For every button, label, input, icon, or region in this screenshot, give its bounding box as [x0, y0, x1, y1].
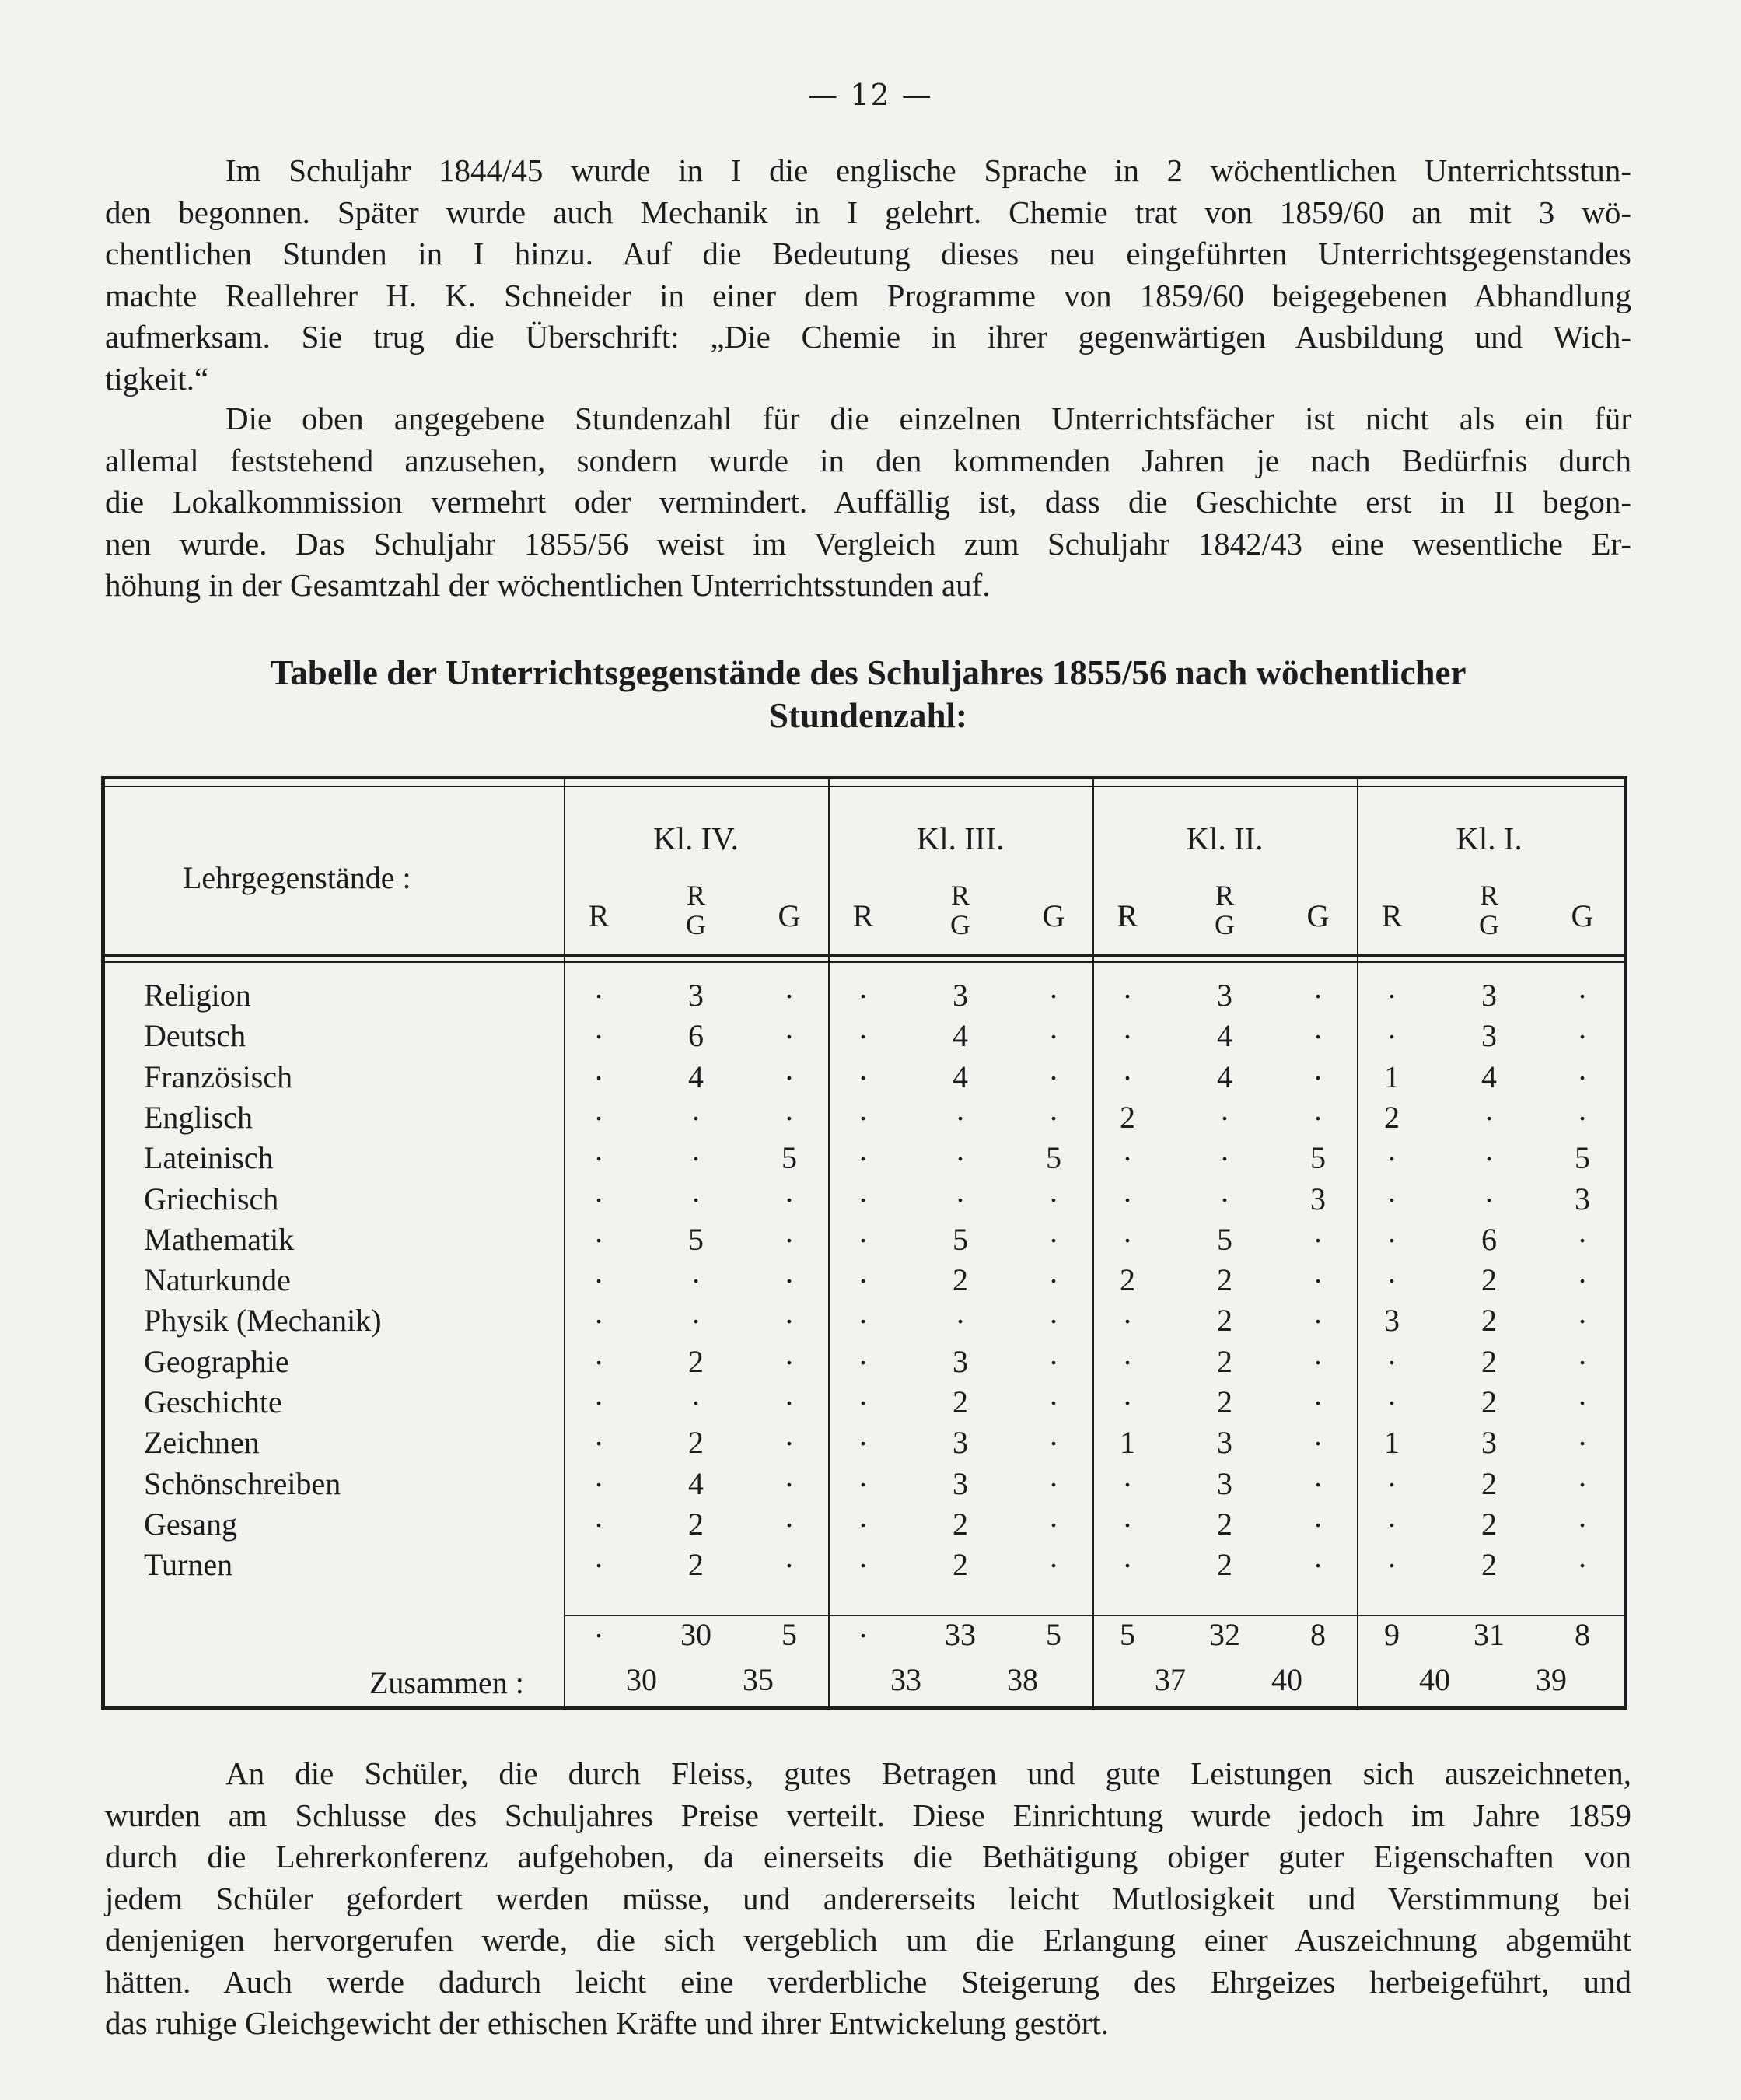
- table-cell: 1: [1384, 1425, 1400, 1461]
- table-cell: .: [1388, 970, 1396, 1005]
- table-cell: .: [1388, 1213, 1396, 1249]
- column-divider: [1092, 779, 1094, 1706]
- table-cell: 5: [688, 1221, 704, 1257]
- sum-cell: 32: [1209, 1617, 1240, 1652]
- sum-cell: .: [859, 1609, 867, 1644]
- table-cell: .: [785, 1417, 793, 1453]
- paragraph-line: das ruhige Gleichgewicht der ethischen Kräfte und ihrer Entwickelung gestört.: [105, 2005, 1110, 2041]
- sum-cell: 5: [781, 1617, 797, 1652]
- sub-header-r: R: [1117, 898, 1138, 933]
- sub-header-rg: [1466, 880, 1512, 940]
- paragraph-2: [105, 398, 1631, 607]
- table-cell: .: [1314, 1498, 1322, 1534]
- table-cell: .: [859, 1091, 867, 1127]
- table-cell: .: [1050, 1091, 1058, 1127]
- table-cell: .: [1388, 1498, 1396, 1534]
- table-cell: .: [1221, 1132, 1229, 1168]
- table-cell: 2: [953, 1506, 968, 1542]
- table-cell: .: [785, 970, 793, 1005]
- table-cell: 2: [1120, 1262, 1135, 1298]
- table-cell: .: [785, 1335, 793, 1371]
- paragraph-line: allemal feststehend anzusehen, sondern wurde in den kommenden Jahren je nach Bedürfnis durch: [105, 442, 1631, 478]
- table-cell: 2: [688, 1343, 704, 1379]
- table-cell: .: [1485, 1132, 1493, 1168]
- table-cell: .: [1388, 1377, 1396, 1412]
- table-cell: .: [1485, 1173, 1493, 1209]
- subject-label: Lateinisch: [144, 1140, 274, 1176]
- table-cell: .: [785, 1173, 793, 1209]
- table-title-line-2: Stundenzahl:: [768, 696, 968, 735]
- sum-cell: 33: [945, 1617, 976, 1652]
- table-cell: .: [595, 1051, 603, 1087]
- table-title-line-1: Tabelle der Unterrichtsgegenstände des Schuljahres 1855/56 nach wöchentlicher: [270, 653, 1467, 692]
- table-cell: .: [1578, 1091, 1586, 1127]
- sub-header-rg: [673, 880, 719, 940]
- table-cell: .: [1124, 1335, 1131, 1371]
- table-cell: .: [1314, 1335, 1322, 1371]
- table-cell: .: [859, 1010, 867, 1046]
- sub-header-rg-top: R: [1479, 880, 1498, 911]
- table-cell: 2: [688, 1425, 704, 1461]
- sub-header-rg: [1201, 880, 1248, 940]
- table-cell: .: [595, 1539, 603, 1575]
- table-cell: .: [1050, 1255, 1058, 1290]
- table-cell: .: [692, 1295, 700, 1331]
- table-cell: .: [785, 1539, 793, 1575]
- table-cell: .: [1124, 1377, 1131, 1412]
- table-cell: .: [595, 1458, 603, 1493]
- sum-cell: 5: [1120, 1617, 1135, 1652]
- table-cell: 2: [1217, 1547, 1232, 1583]
- table-cell: .: [1388, 1255, 1396, 1290]
- table-cell: .: [1388, 1539, 1396, 1575]
- table-cell: .: [785, 1498, 793, 1534]
- table-cell: 2: [1217, 1262, 1232, 1298]
- sub-header-g: G: [778, 898, 801, 933]
- table-cell: .: [595, 1091, 603, 1127]
- table-cell: .: [1314, 1417, 1322, 1453]
- table-cell: 2: [1217, 1343, 1232, 1379]
- table-cell: .: [1124, 1498, 1131, 1534]
- table-cell: 4: [688, 1059, 704, 1094]
- table-cell: 2: [1481, 1262, 1497, 1298]
- table-cell: 4: [953, 1059, 968, 1094]
- paragraph-line: Im Schuljahr 1844/45 wurde in I die englische Sprache in 2 wöchentlichen Unterrichtsstun-: [225, 152, 1631, 188]
- paragraph-line: wurden am Schlusse des Schuljahres Preise verteilt. Diese Einrichtung wurde jedoch im Jahre 1859: [105, 1797, 1631, 1833]
- table-cell: .: [1124, 970, 1131, 1005]
- table-cell: .: [1578, 1539, 1586, 1575]
- table-cell: .: [1485, 1091, 1493, 1127]
- table-cell: 5: [1310, 1140, 1326, 1176]
- table-cell: .: [1314, 1295, 1322, 1331]
- sub-header-rg-bottom: G: [950, 909, 970, 940]
- table-cell: .: [595, 1417, 603, 1453]
- table-cell: 3: [1481, 1425, 1497, 1461]
- schedule-table: [101, 776, 1627, 1710]
- subject-label: Mathematik: [144, 1221, 295, 1257]
- paragraph-line: machte Reallehrer H. K. Schneider in einer dem Programme von 1859/60 beigegebenen Abhandlung: [105, 277, 1631, 313]
- table-cell: .: [1578, 1417, 1586, 1453]
- total-cell: 40: [1271, 1662, 1302, 1697]
- table-cell: .: [1050, 970, 1058, 1005]
- table-cell: .: [1221, 1091, 1229, 1127]
- subject-column-header: Lehrgegenstände :: [183, 860, 411, 895]
- table-cell: .: [1578, 970, 1586, 1005]
- table-cell: .: [595, 1377, 603, 1412]
- class-header: Kl. IV.: [653, 821, 739, 856]
- table-cell: .: [692, 1132, 700, 1168]
- sum-cell: 8: [1310, 1617, 1326, 1652]
- table-title: [105, 652, 1631, 737]
- table-cell: .: [1578, 1377, 1586, 1412]
- table-cell: .: [1578, 1295, 1586, 1331]
- table-cell: .: [692, 1173, 700, 1209]
- table-cell: .: [956, 1132, 964, 1168]
- table-cell: .: [785, 1010, 793, 1046]
- table-cell: 3: [953, 1465, 968, 1501]
- subject-label: Naturkunde: [144, 1262, 291, 1298]
- table-cell: .: [956, 1091, 964, 1127]
- subject-label: Geographie: [144, 1343, 289, 1379]
- header-rule-thin: [101, 961, 1627, 963]
- table-cell: 3: [953, 1343, 968, 1379]
- table-cell: .: [785, 1255, 793, 1290]
- table-top-rule: [101, 786, 1627, 787]
- table-cell: 2: [1481, 1506, 1497, 1542]
- table-cell: .: [1578, 1010, 1586, 1046]
- table-cell: .: [859, 1539, 867, 1575]
- sum-cell: 30: [680, 1617, 711, 1652]
- table-cell: .: [1050, 1213, 1058, 1249]
- table-cell: .: [1124, 1539, 1131, 1575]
- table-cell: 2: [1384, 1099, 1400, 1135]
- table-cell: 2: [1217, 1303, 1232, 1339]
- table-cell: 5: [1217, 1221, 1232, 1257]
- table-cell: 4: [953, 1018, 968, 1054]
- table-cell: 2: [1217, 1384, 1232, 1419]
- table-cell: .: [859, 1417, 867, 1453]
- page-number: — 12 —: [808, 78, 933, 112]
- total-cell: 40: [1419, 1662, 1450, 1697]
- paragraph-3: [105, 1753, 1631, 2045]
- table-cell: 3: [953, 978, 968, 1013]
- table-cell: 4: [1217, 1059, 1232, 1094]
- table-cell: .: [1314, 1010, 1322, 1046]
- table-cell: .: [1578, 1335, 1586, 1371]
- subject-label: Englisch: [144, 1099, 253, 1135]
- table-cell: .: [595, 970, 603, 1005]
- table-cell: .: [859, 1173, 867, 1209]
- table-cell: .: [1388, 1173, 1396, 1209]
- subject-label: Zeichnen: [144, 1425, 260, 1461]
- table-cell: 2: [688, 1547, 704, 1583]
- table-cell: 2: [688, 1506, 704, 1542]
- table-cell: .: [595, 1010, 603, 1046]
- sub-header-r: R: [852, 898, 874, 933]
- table-cell: 4: [688, 1465, 704, 1501]
- total-cell: 33: [890, 1662, 921, 1697]
- subject-label: Griechisch: [144, 1181, 279, 1216]
- sub-header-rg-bottom: G: [1215, 909, 1235, 940]
- table-cell: .: [1578, 1213, 1586, 1249]
- paragraph-line: nen wurde. Das Schuljahr 1855/56 weist im Vergleich zum Schuljahr 1842/43 eine wesentliche Er-: [105, 525, 1631, 562]
- table-cell: .: [1050, 1010, 1058, 1046]
- table-cell: 2: [1481, 1384, 1497, 1419]
- paragraph-1: [105, 150, 1631, 400]
- table-cell: 4: [1217, 1018, 1232, 1054]
- table-cell: .: [1050, 1051, 1058, 1087]
- paragraph-line: höhung in der Gesamtzahl der wöchentlichen Unterrichtsstunden auf.: [105, 567, 991, 603]
- sub-header-rg: [937, 880, 984, 940]
- table-cell: .: [595, 1213, 603, 1249]
- table-cell: 3: [1310, 1181, 1326, 1216]
- table-cell: .: [1124, 1458, 1131, 1493]
- table-cell: .: [692, 1255, 700, 1290]
- sub-header-g: G: [1571, 898, 1594, 933]
- table-cell: .: [692, 1377, 700, 1412]
- table-cell: 3: [1384, 1303, 1400, 1339]
- table-cell: 4: [1481, 1059, 1497, 1094]
- table-cell: .: [859, 1213, 867, 1249]
- class-header: Kl. II.: [1186, 821, 1264, 856]
- table-cell: 1: [1120, 1425, 1135, 1461]
- subject-label: Physik (Mechanik): [144, 1303, 382, 1339]
- table-cell: .: [595, 1132, 603, 1168]
- table-cell: .: [785, 1051, 793, 1087]
- table-cell: 2: [953, 1384, 968, 1419]
- table-cell: 1: [1384, 1059, 1400, 1094]
- sub-header-r: R: [1381, 898, 1403, 933]
- table-cell: 6: [688, 1018, 704, 1054]
- paragraph-line: An die Schüler, die durch Fleiss, gutes Betragen und gute Leistungen sich auszeichneten,: [225, 1755, 1631, 1791]
- total-cell: 37: [1155, 1662, 1186, 1697]
- table-cell: .: [1314, 1213, 1322, 1249]
- sub-header-rg-top: R: [686, 880, 705, 911]
- table-cell: 3: [1481, 1018, 1497, 1054]
- table-cell: .: [1050, 1295, 1058, 1331]
- column-divider: [1357, 779, 1358, 1706]
- table-cell: .: [1578, 1458, 1586, 1493]
- sum-cell: 8: [1575, 1617, 1590, 1652]
- table-cell: 3: [1217, 1465, 1232, 1501]
- table-cell: 5: [1575, 1140, 1590, 1176]
- sub-header-r: R: [588, 898, 610, 933]
- table-cell: .: [1388, 1010, 1396, 1046]
- table-cell: .: [785, 1213, 793, 1249]
- table-cell: .: [956, 1295, 964, 1331]
- table-cell: 2: [953, 1547, 968, 1583]
- table-cell: .: [859, 1377, 867, 1412]
- paragraph-line: den begonnen. Später wurde auch Mechanik in I gelehrt. Chemie trat von 1859/60 an mit 3 wö-: [105, 194, 1631, 230]
- paragraph-line: chentlichen Stunden in I hinzu. Auf die Bedeutung dieses neu eingeführten Unterrichtsgegenstandes: [105, 236, 1631, 271]
- paragraph-line: denjenigen hervorgerufen werde, die sich vergeblich um die Erlangung einer Auszeichnung abgemüht: [105, 1922, 1631, 1958]
- table-cell: .: [692, 1091, 700, 1127]
- column-divider: [828, 779, 830, 1706]
- header-rule: [101, 954, 1627, 957]
- table-cell: .: [859, 1255, 867, 1290]
- table-cell: .: [1050, 1539, 1058, 1575]
- table-cell: .: [1124, 1173, 1131, 1209]
- table-cell: .: [1314, 970, 1322, 1005]
- table-cell: .: [595, 1295, 603, 1331]
- table-cell: .: [859, 1458, 867, 1493]
- sum-cell: .: [595, 1609, 603, 1644]
- table-cell: .: [1314, 1051, 1322, 1087]
- table-cell: .: [1388, 1335, 1396, 1371]
- paragraph-line: die Lokalkommission vermehrt oder vermindert. Auffällig ist, dass die Geschichte erst in II begon-: [105, 484, 1631, 520]
- table-cell: 2: [1217, 1506, 1232, 1542]
- table-cell: .: [1578, 1255, 1586, 1290]
- total-cell: 38: [1007, 1662, 1038, 1697]
- table-cell: .: [1124, 1010, 1131, 1046]
- table-cell: 2: [1481, 1343, 1497, 1379]
- sub-header-g: G: [1042, 898, 1065, 933]
- table-cell: .: [1314, 1255, 1322, 1290]
- table-cell: 5: [1046, 1140, 1061, 1176]
- sub-header-rg-bottom: G: [1479, 909, 1499, 940]
- table-cell: 2: [1120, 1099, 1135, 1135]
- sub-header-g: G: [1306, 898, 1330, 933]
- table-cell: .: [1124, 1213, 1131, 1249]
- subject-label: Gesang: [144, 1506, 237, 1542]
- table-cell: .: [1314, 1091, 1322, 1127]
- sub-header-rg-top: R: [950, 880, 970, 911]
- table-cell: .: [1050, 1458, 1058, 1493]
- sum-cell: 31: [1474, 1617, 1505, 1652]
- table-cell: .: [595, 1173, 603, 1209]
- table-cell: 3: [1217, 978, 1232, 1013]
- table-cell: .: [1124, 1295, 1131, 1331]
- table-cell: .: [1578, 1051, 1586, 1087]
- paragraph-line: Die oben angegebene Stundenzahl für die einzelnen Unterrichtsfächer ist nicht als ein für: [225, 401, 1631, 436]
- table-cell: .: [1578, 1498, 1586, 1534]
- table-cell: .: [595, 1498, 603, 1534]
- table-cell: 2: [1481, 1303, 1497, 1339]
- table-cell: .: [1221, 1173, 1229, 1209]
- total-cell: 35: [743, 1662, 774, 1697]
- table-cell: .: [859, 1498, 867, 1534]
- table-cell: .: [1388, 1132, 1396, 1168]
- table-cell: .: [956, 1173, 964, 1209]
- subject-label: Turnen: [144, 1547, 233, 1583]
- table-cell: .: [1050, 1417, 1058, 1453]
- table-cell: .: [859, 1335, 867, 1371]
- table-cell: .: [1314, 1458, 1322, 1493]
- table-cell: .: [1050, 1173, 1058, 1209]
- paragraph-line: jedem Schüler gefordert werden müsse, und andererseits leicht Mutlosigkeit und Verstimmung bei: [105, 1880, 1631, 1916]
- table-cell: 3: [953, 1425, 968, 1461]
- subject-label: Deutsch: [144, 1018, 246, 1054]
- table-cell: 3: [1575, 1181, 1590, 1216]
- paragraph-line: hätten. Auch werde dadurch leicht eine verderbliche Steigerung des Ehrgeizes herbeigeführt, und: [105, 1963, 1631, 2000]
- table-cell: .: [595, 1255, 603, 1290]
- paragraph-line: durch die Lehrerkonferenz aufgehoben, da einerseits die Bethätigung obiger guter Eigenschaften von: [105, 1839, 1631, 1874]
- table-cell: .: [595, 1335, 603, 1371]
- table-cell: 6: [1481, 1221, 1497, 1257]
- table-cell: 5: [781, 1140, 797, 1176]
- sub-header-rg-top: R: [1215, 880, 1234, 911]
- table-cell: .: [859, 1132, 867, 1168]
- subject-label: Schönschreiben: [144, 1465, 341, 1501]
- table-cell: 2: [1481, 1547, 1497, 1583]
- table-cell: 2: [1481, 1465, 1497, 1501]
- paragraph-line: aufmerksam. Sie trug die Überschrift: „Die Chemie in ihrer gegenwärtigen Ausbildung und Wich-: [105, 319, 1631, 355]
- subject-label: Französisch: [144, 1059, 293, 1094]
- sum-cell: 9: [1384, 1617, 1400, 1652]
- zusammen-label: Zusammen :: [369, 1665, 524, 1700]
- table-cell: 3: [1217, 1425, 1232, 1461]
- table-cell: .: [785, 1091, 793, 1127]
- table-cell: 5: [953, 1221, 968, 1257]
- column-divider: [564, 779, 565, 1706]
- table-cell: .: [1050, 1335, 1058, 1371]
- table-cell: .: [785, 1295, 793, 1331]
- class-header: Kl. I.: [1456, 821, 1523, 856]
- table-cell: .: [785, 1377, 793, 1412]
- table-cell: .: [859, 970, 867, 1005]
- table-cell: .: [1388, 1458, 1396, 1493]
- table-cell: .: [859, 1295, 867, 1331]
- paragraph-line: tigkeit.“: [105, 360, 209, 397]
- table-cell: .: [1050, 1498, 1058, 1534]
- table-cell: 2: [953, 1262, 968, 1298]
- sum-cell: 5: [1046, 1617, 1061, 1652]
- table-cell: .: [859, 1051, 867, 1087]
- table-cell: 3: [1481, 978, 1497, 1013]
- table-cell: 3: [688, 978, 704, 1013]
- total-cell: 30: [626, 1662, 657, 1697]
- table-cell: .: [1124, 1051, 1131, 1087]
- table-cell: .: [1314, 1377, 1322, 1412]
- sub-header-rg-bottom: G: [686, 909, 706, 940]
- total-cell: 39: [1536, 1662, 1567, 1697]
- subject-label: Geschichte: [144, 1384, 282, 1419]
- table-cell: .: [1314, 1539, 1322, 1575]
- subject-label: Religion: [144, 978, 251, 1013]
- table-cell: .: [785, 1458, 793, 1493]
- class-header: Kl. III.: [916, 821, 1005, 856]
- table-cell: .: [1050, 1377, 1058, 1412]
- table-cell: .: [1124, 1132, 1131, 1168]
